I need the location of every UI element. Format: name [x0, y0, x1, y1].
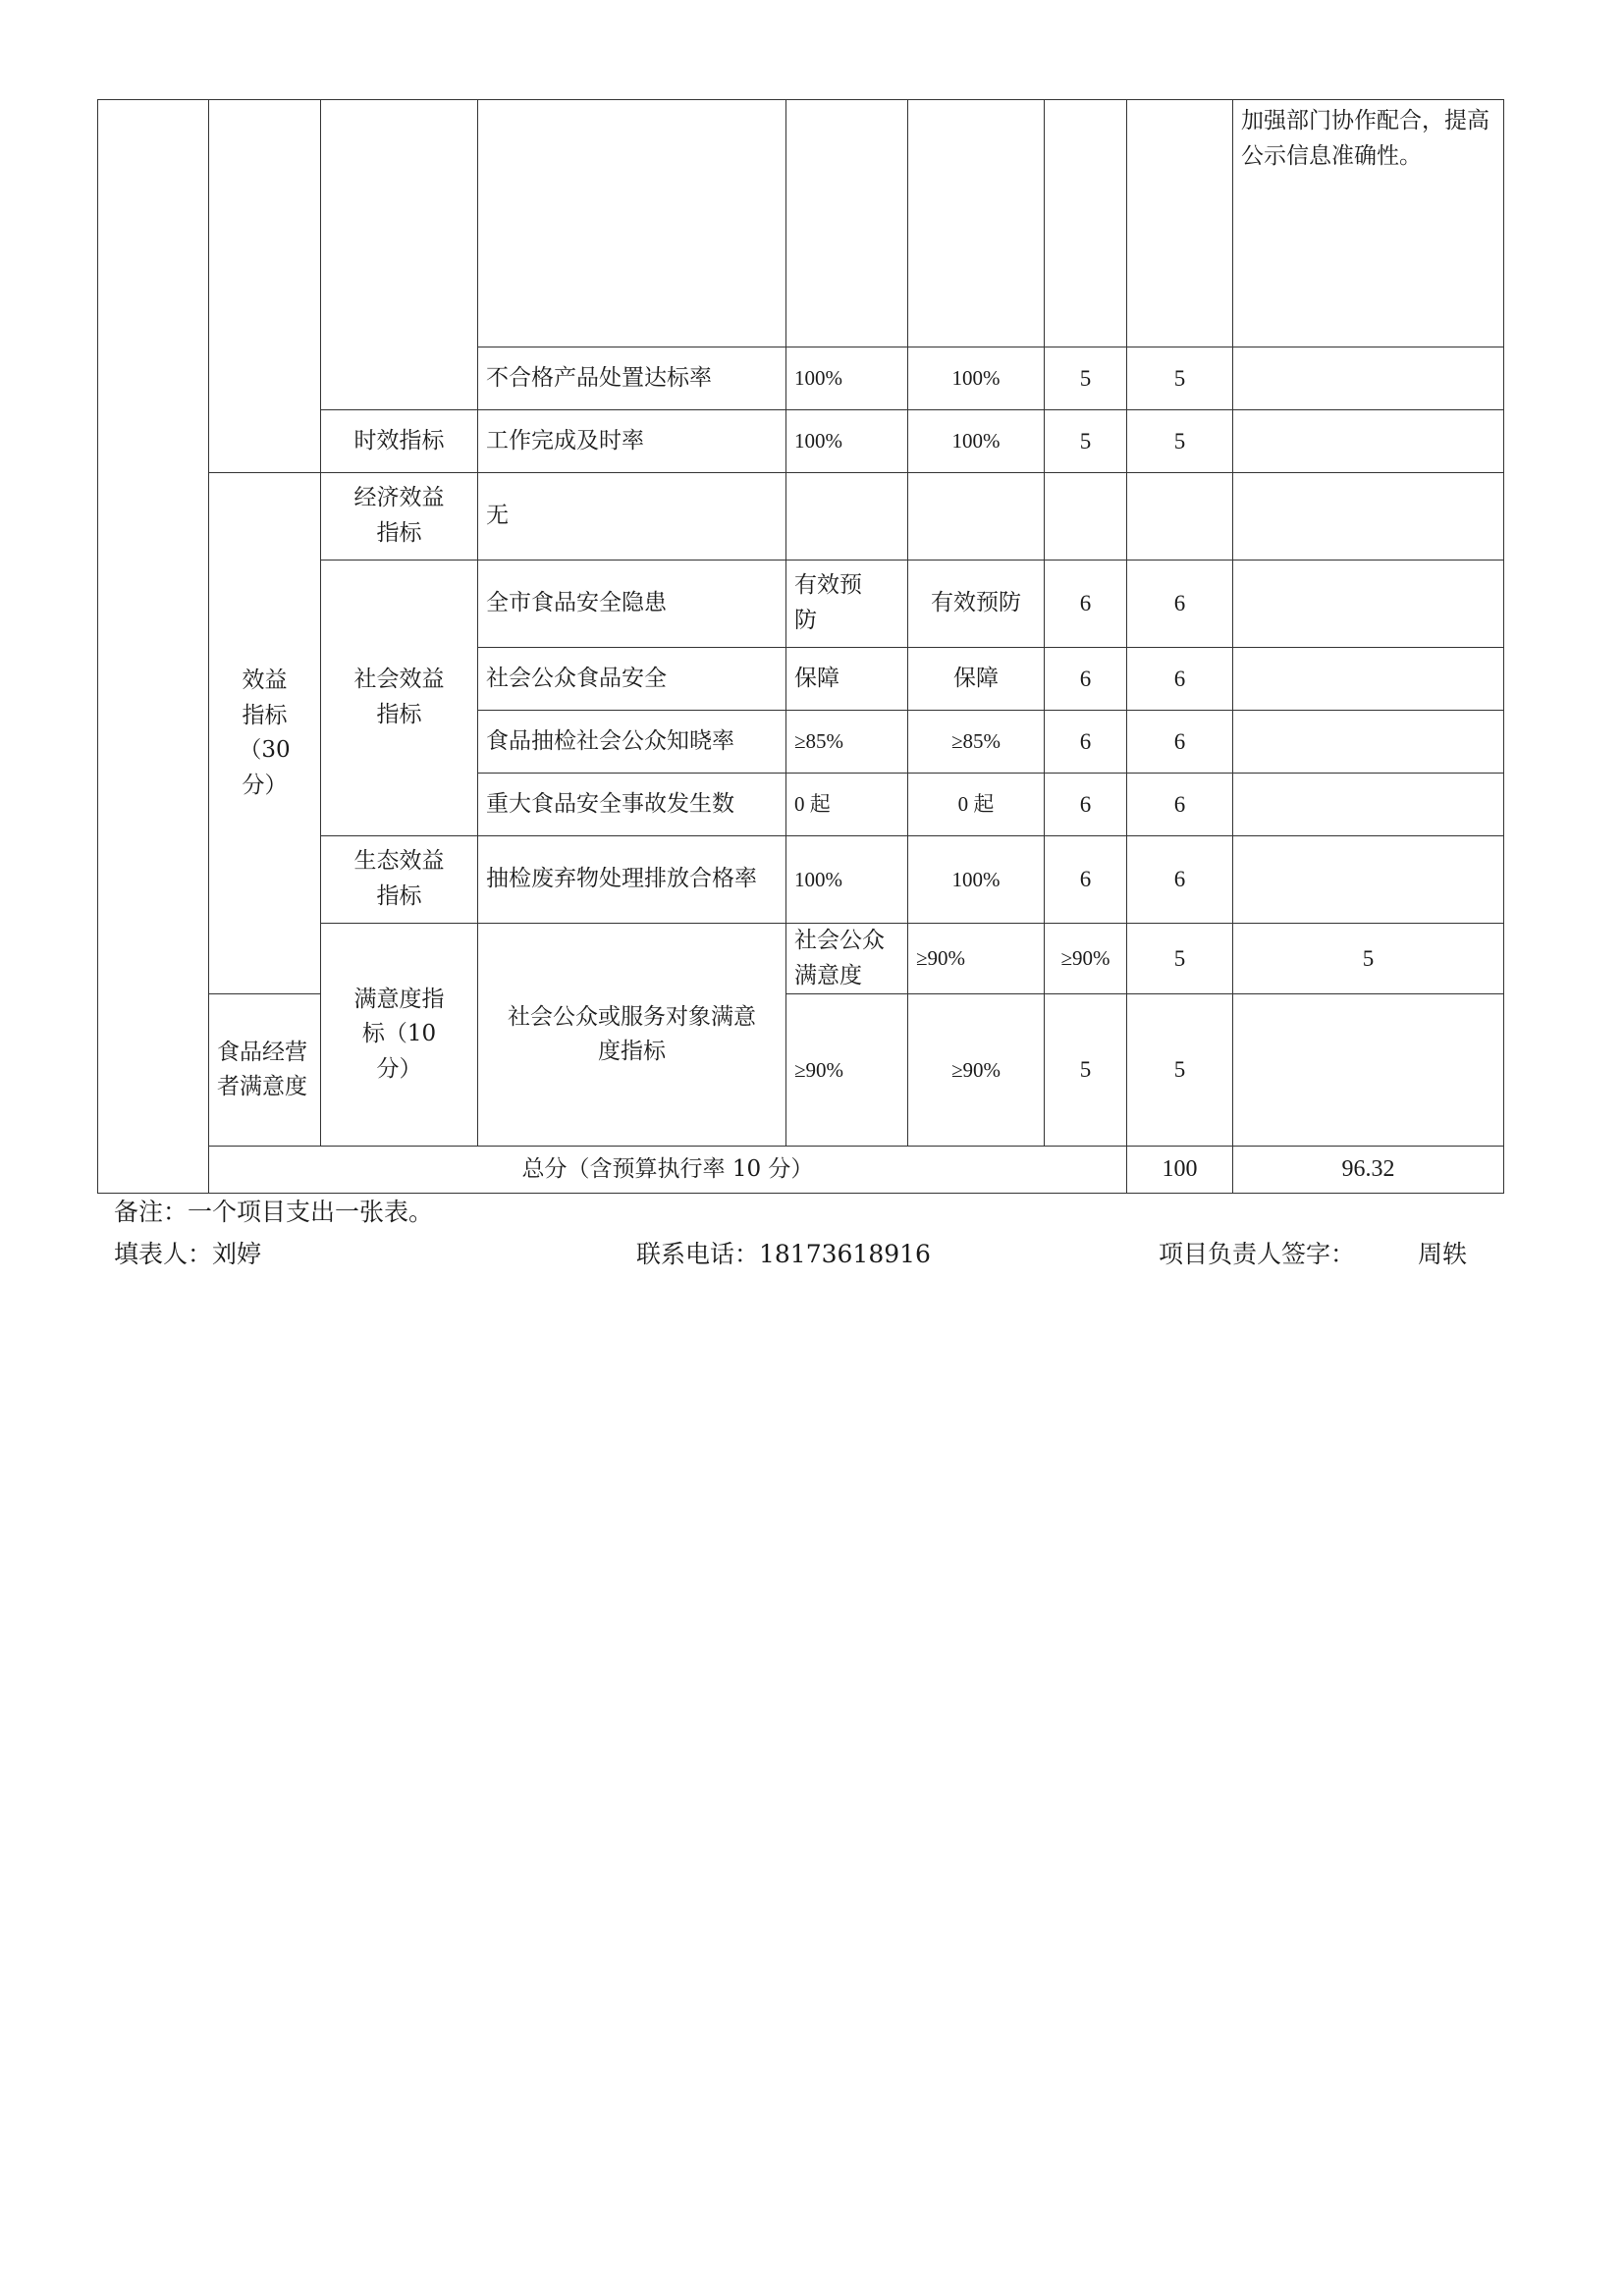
- weight-cell: 5: [1045, 347, 1127, 410]
- filler-name: 填表人：刘婷: [114, 1240, 262, 1268]
- signature-label: 项目负责人签字：: [1159, 1240, 1356, 1268]
- actual-cell: 100%: [908, 410, 1045, 473]
- actual-cell: 有效预防: [908, 561, 1045, 648]
- benefit-group-cell: 效益指标（30分）: [209, 473, 321, 994]
- indicator-cell: 食品经营者满意度: [209, 994, 321, 1147]
- target-cell: 100%: [786, 410, 908, 473]
- score-cell: 5: [1233, 924, 1504, 994]
- indicator-cell: 全市食品安全隐患: [478, 561, 786, 648]
- target-cell: 有效预防: [786, 561, 908, 648]
- target-cell: ≥90%: [908, 924, 1045, 994]
- score-cell: 5: [1127, 410, 1233, 473]
- indicator-cell: 抽检废弃物处理排放合格率: [478, 836, 786, 924]
- actual-cell: ≥90%: [908, 994, 1045, 1147]
- score-cell: 5: [1127, 994, 1233, 1147]
- total-label: 总分（含预算执行率 10 分）: [209, 1147, 1127, 1194]
- signature-name: 周轶: [1418, 1240, 1468, 1268]
- indicator-cell: 不合格产品处置达标率: [478, 347, 786, 410]
- total-row: [98, 1147, 1504, 1194]
- score-cell: 6: [1127, 774, 1233, 836]
- indicator-cell: 工作完成及时率: [478, 410, 786, 473]
- weight-cell: 5: [1127, 924, 1233, 994]
- table-row: [98, 994, 1504, 1147]
- target-cell: 100%: [786, 836, 908, 924]
- level3-cell: [321, 100, 478, 410]
- target-cell: 保障: [786, 648, 908, 711]
- weight-cell: 6: [1045, 561, 1127, 648]
- sub-indicator-cell: 经济效益指标: [321, 473, 478, 561]
- level1-cell: [98, 100, 209, 1194]
- contact-phone: 联系电话：18173618916: [636, 1240, 931, 1268]
- actual-cell: 100%: [908, 836, 1045, 924]
- weight-cell: 5: [1045, 994, 1127, 1147]
- target-cell: 100%: [786, 347, 908, 410]
- score-cell: 6: [1127, 836, 1233, 924]
- weight-cell: 6: [1045, 836, 1127, 924]
- total-score: 96.32: [1233, 1147, 1504, 1194]
- weight-cell: 6: [1045, 648, 1127, 711]
- indicator-cell: 食品抽检社会公众知晓率: [478, 711, 786, 774]
- actual-cell: 0 起: [908, 774, 1045, 836]
- indicator-cell: 重大食品安全事故发生数: [478, 774, 786, 836]
- score-cell: 5: [1127, 347, 1233, 410]
- target-cell: ≥85%: [786, 711, 908, 774]
- indicator-cell: 社会公众满意度: [786, 924, 908, 994]
- weight-cell: 6: [1045, 711, 1127, 774]
- total-weight: 100: [1127, 1147, 1233, 1194]
- score-cell: 6: [1127, 711, 1233, 774]
- sub-indicator-cell: 生态效益指标: [321, 836, 478, 924]
- table-row: [98, 100, 1504, 347]
- satisfaction-group-cell: 满意度指标（10分）: [321, 924, 478, 1147]
- actual-cell: 100%: [908, 347, 1045, 410]
- weight-cell: 6: [1045, 774, 1127, 836]
- indicator-cell: 社会公众食品安全: [478, 648, 786, 711]
- level2-cell: [209, 100, 321, 473]
- sub-indicator-cell: 时效指标: [321, 410, 478, 473]
- indicator-cell: 无: [478, 473, 786, 561]
- sub-indicator-cell: 社会效益指标: [321, 561, 478, 836]
- score-cell: 6: [1127, 561, 1233, 648]
- weight-cell: 5: [1045, 410, 1127, 473]
- table-row: [98, 473, 1504, 561]
- note-cell: 加强部门协作配合，提高公示信息准确性。: [1233, 100, 1504, 347]
- actual-cell: 保障: [908, 648, 1045, 711]
- actual-cell: ≥90%: [1045, 924, 1127, 994]
- target-cell: ≥90%: [786, 994, 908, 1147]
- actual-cell: ≥85%: [908, 711, 1045, 774]
- target-cell: 0 起: [786, 774, 908, 836]
- performance-table: [97, 99, 1504, 1194]
- score-cell: 6: [1127, 648, 1233, 711]
- sub-indicator-cell: 社会公众或服务对象满意度指标: [478, 924, 786, 1147]
- remark-note: 备注：一个项目支出一张表。: [114, 1198, 434, 1226]
